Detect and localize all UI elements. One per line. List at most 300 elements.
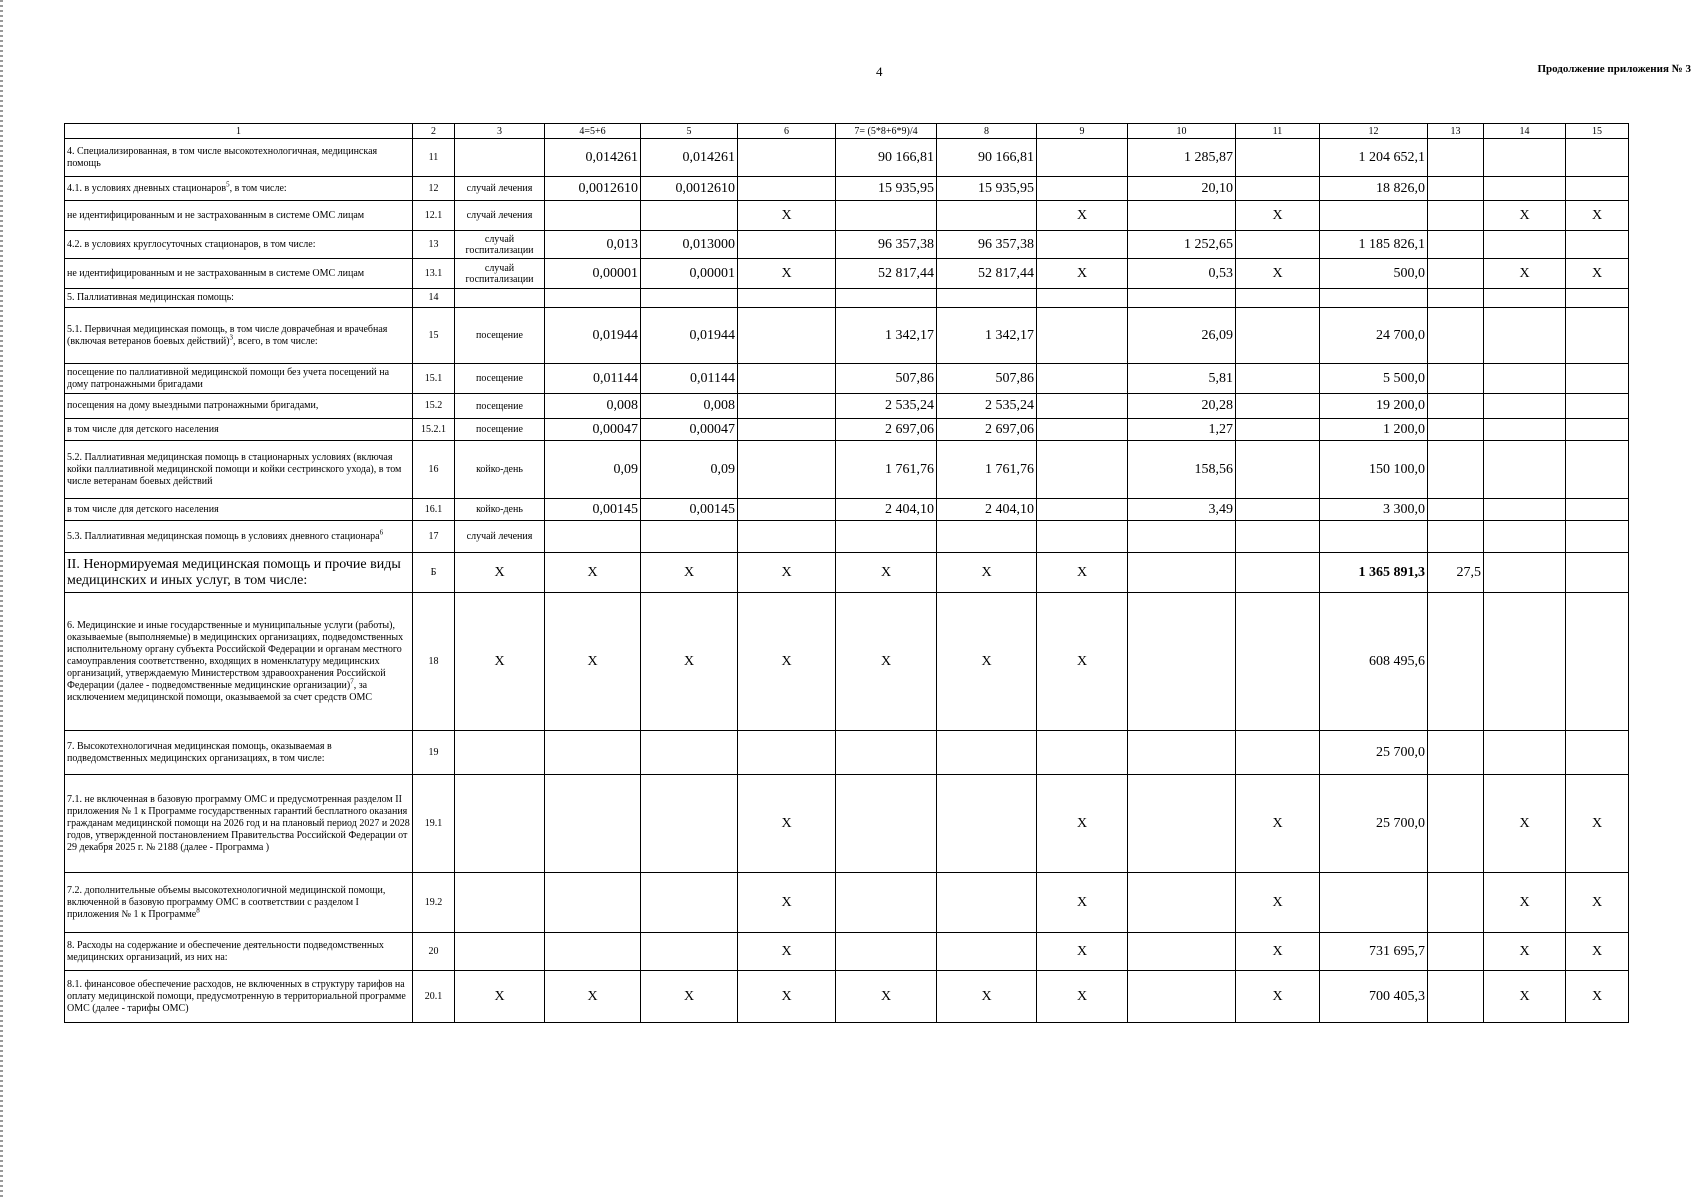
unit-cell: посещение — [455, 364, 545, 394]
value-cell-c9 — [1037, 441, 1128, 499]
table-row — [65, 553, 1629, 593]
row-code: 19.1 — [413, 775, 455, 873]
table-row — [65, 971, 1629, 1023]
value-cell-c13 — [1428, 731, 1484, 775]
value-cell-c10 — [1128, 971, 1236, 1023]
value-cell-c7: 96 357,38 — [836, 231, 937, 259]
value-cell-c9 — [1037, 499, 1128, 521]
value-cell-c9 — [1037, 394, 1128, 419]
value-cell-c7: 90 166,81 — [836, 139, 937, 177]
row-code: 17 — [413, 521, 455, 553]
value-cell-c12 — [1320, 289, 1428, 308]
value-cell-c13 — [1428, 289, 1484, 308]
value-cell-c13 — [1428, 593, 1484, 731]
value-cell-c12: 700 405,3 — [1320, 971, 1428, 1023]
value-cell-c15 — [1566, 139, 1629, 177]
table-row — [65, 441, 1629, 499]
value-cell-c15 — [1566, 394, 1629, 419]
row-code: 11 — [413, 139, 455, 177]
value-cell-c12: 150 100,0 — [1320, 441, 1428, 499]
value-cell-c5: 0,00001 — [641, 259, 738, 289]
row-description: в том числе для детского населения — [65, 499, 413, 521]
value-cell-c9: X — [1037, 775, 1128, 873]
row-description: 7. Высокотехнологичная медицинская помощь, оказываемая в подведомственных медицинских организациях, в том числе: — [65, 731, 413, 775]
unit-cell — [455, 731, 545, 775]
value-cell-c11: X — [1236, 971, 1320, 1023]
value-cell-c7: X — [836, 971, 937, 1023]
row-description: II. Ненормируемая медицинская помощь и прочие виды медицинских и иных услуг, в том числе: — [65, 553, 413, 593]
value-cell-c9: X — [1037, 259, 1128, 289]
value-cell-c13 — [1428, 971, 1484, 1023]
value-cell-c10: 5,81 — [1128, 364, 1236, 394]
value-cell-c5 — [641, 201, 738, 231]
value-cell-c11 — [1236, 394, 1320, 419]
unit-cell — [455, 775, 545, 873]
value-cell-c11: X — [1236, 201, 1320, 231]
row-code: 16.1 — [413, 499, 455, 521]
value-cell-c15: X — [1566, 775, 1629, 873]
value-cell-c15 — [1566, 231, 1629, 259]
value-cell-c11 — [1236, 419, 1320, 441]
value-cell-c10 — [1128, 593, 1236, 731]
row-description: 8. Расходы на содержание и обеспечение деятельности подведомственных медицинских организаций, из них на: — [65, 933, 413, 971]
table-row — [65, 499, 1629, 521]
value-cell-c4: 0,008 — [545, 394, 641, 419]
table-row — [65, 521, 1629, 553]
unit-cell — [455, 873, 545, 933]
value-cell-c14: X — [1484, 873, 1566, 933]
column-number: 13 — [1428, 124, 1484, 139]
value-cell-c11 — [1236, 139, 1320, 177]
value-cell-c12: 25 700,0 — [1320, 731, 1428, 775]
value-cell-c8: 96 357,38 — [937, 231, 1037, 259]
value-cell-c13 — [1428, 441, 1484, 499]
value-cell-c15 — [1566, 289, 1629, 308]
value-cell-c7 — [836, 933, 937, 971]
footnote-mark: 5 — [226, 180, 230, 189]
value-cell-c15 — [1566, 593, 1629, 731]
value-cell-c4: 0,00001 — [545, 259, 641, 289]
row-code: 15 — [413, 308, 455, 364]
row-description: 7.1. не включенная в базовую программу ОМС и предусмотренная разделом II приложения № 1 к Программе государственных гарантий бесплатного оказания гражданам медицинской помощи на 2026 год и на плановый период 2027 и 2028 годов, утвержденной постановлением Правительства Российской Федерации от 29 декабря 2025 г. № 2188 (далее - Программа ) — [65, 775, 413, 873]
column-number: 6 — [738, 124, 836, 139]
value-cell-c7: 15 935,95 — [836, 177, 937, 201]
row-code: 20.1 — [413, 971, 455, 1023]
value-cell-c6 — [738, 308, 836, 364]
value-cell-c10: 0,53 — [1128, 259, 1236, 289]
value-cell-c4 — [545, 731, 641, 775]
value-cell-c11 — [1236, 308, 1320, 364]
value-cell-c10 — [1128, 775, 1236, 873]
row-description: 5.1. Первичная медицинская помощь, в том числе доврачебная и врачебная (включая ветеранов боевых действий)$^3$, всего, в том числе: — [65, 308, 413, 364]
value-cell-c5: 0,01144 — [641, 364, 738, 394]
value-cell-c8: X — [937, 971, 1037, 1023]
value-cell-c9: X — [1037, 201, 1128, 231]
column-number: 11 — [1236, 124, 1320, 139]
table-row — [65, 139, 1629, 177]
value-cell-c11 — [1236, 231, 1320, 259]
value-cell-c11 — [1236, 521, 1320, 553]
unit-cell: посещение — [455, 394, 545, 419]
table-row — [65, 775, 1629, 873]
value-cell-c12: 25 700,0 — [1320, 775, 1428, 873]
value-cell-c12: 1 185 826,1 — [1320, 231, 1428, 259]
value-cell-c9 — [1037, 177, 1128, 201]
row-description: 7.2. дополнительные объемы высокотехнологичной медицинской помощи, включенной в базовую программу ОМС в соответствии с разделом I приложения № 1 к Программе$^8$ — [65, 873, 413, 933]
value-cell-c13 — [1428, 394, 1484, 419]
value-cell-c15: X — [1566, 201, 1629, 231]
column-number: 3 — [455, 124, 545, 139]
value-cell-c14 — [1484, 394, 1566, 419]
table-row — [65, 731, 1629, 775]
value-cell-c13: 27,5 — [1428, 553, 1484, 593]
value-cell-c9: X — [1037, 971, 1128, 1023]
unit-cell: X — [455, 593, 545, 731]
value-cell-c13 — [1428, 231, 1484, 259]
value-cell-c14 — [1484, 521, 1566, 553]
value-cell-c10: 1 285,87 — [1128, 139, 1236, 177]
value-cell-c9 — [1037, 231, 1128, 259]
value-cell-c14 — [1484, 289, 1566, 308]
value-cell-c8: 52 817,44 — [937, 259, 1037, 289]
value-cell-c4 — [545, 201, 641, 231]
footnote-mark: 6 — [379, 528, 384, 537]
value-cell-c11 — [1236, 553, 1320, 593]
value-cell-c12: 18 826,0 — [1320, 177, 1428, 201]
row-description: посещения на дому выездными патронажными бригадами, — [65, 394, 413, 419]
value-cell-c5 — [641, 775, 738, 873]
value-cell-c5: 0,09 — [641, 441, 738, 499]
value-cell-c14 — [1484, 553, 1566, 593]
value-cell-c12: 5 500,0 — [1320, 364, 1428, 394]
table-row — [65, 933, 1629, 971]
value-cell-c7: X — [836, 553, 937, 593]
value-cell-c8: 15 935,95 — [937, 177, 1037, 201]
value-cell-c4 — [545, 775, 641, 873]
row-code: 20 — [413, 933, 455, 971]
value-cell-c13 — [1428, 933, 1484, 971]
value-cell-c13 — [1428, 201, 1484, 231]
value-cell-c14: X — [1484, 259, 1566, 289]
table-row — [65, 364, 1629, 394]
value-cell-c6 — [738, 289, 836, 308]
value-cell-c9 — [1037, 521, 1128, 553]
value-cell-c10: 20,28 — [1128, 394, 1236, 419]
value-cell-c5: X — [641, 593, 738, 731]
value-cell-c7 — [836, 521, 937, 553]
table-row — [65, 231, 1629, 259]
value-cell-c5 — [641, 289, 738, 308]
unit-cell: случай лечения — [455, 521, 545, 553]
unit-cell: койко-день — [455, 441, 545, 499]
value-cell-c12 — [1320, 521, 1428, 553]
value-cell-c7 — [836, 201, 937, 231]
value-cell-c5 — [641, 873, 738, 933]
value-cell-c9: X — [1037, 553, 1128, 593]
column-number: 12 — [1320, 124, 1428, 139]
value-cell-c14 — [1484, 499, 1566, 521]
table-row — [65, 873, 1629, 933]
value-cell-c4 — [545, 521, 641, 553]
data-table — [64, 123, 1629, 1023]
footnote-mark: 7 — [350, 677, 354, 686]
table-row — [65, 593, 1629, 731]
value-cell-c13 — [1428, 521, 1484, 553]
value-cell-c5 — [641, 731, 738, 775]
value-cell-c6: X — [738, 971, 836, 1023]
value-cell-c12: 608 495,6 — [1320, 593, 1428, 731]
row-code: 13.1 — [413, 259, 455, 289]
value-cell-c11 — [1236, 731, 1320, 775]
row-description: 4.1. в условиях дневных стационаров$^5$, в том числе: — [65, 177, 413, 201]
value-cell-c15: X — [1566, 933, 1629, 971]
footnote-mark: 8 — [196, 906, 200, 915]
value-cell-c4: X — [545, 553, 641, 593]
value-cell-c6 — [738, 394, 836, 419]
unit-cell — [455, 139, 545, 177]
column-number: 9 — [1037, 124, 1128, 139]
value-cell-c8: 90 166,81 — [937, 139, 1037, 177]
value-cell-c7: X — [836, 593, 937, 731]
value-cell-c4 — [545, 289, 641, 308]
value-cell-c13 — [1428, 419, 1484, 441]
value-cell-c6 — [738, 231, 836, 259]
value-cell-c8: X — [937, 553, 1037, 593]
value-cell-c7 — [836, 873, 937, 933]
unit-cell: случай госпитализации — [455, 259, 545, 289]
table-row — [65, 201, 1629, 231]
unit-cell: посещение — [455, 308, 545, 364]
value-cell-c11 — [1236, 364, 1320, 394]
value-cell-c12: 1 200,0 — [1320, 419, 1428, 441]
value-cell-c11: X — [1236, 873, 1320, 933]
column-number: 8 — [937, 124, 1037, 139]
table-row — [65, 177, 1629, 201]
row-description: 5. Паллиативная медицинская помощь: — [65, 289, 413, 308]
column-number: 14 — [1484, 124, 1566, 139]
value-cell-c15: X — [1566, 259, 1629, 289]
value-cell-c15: X — [1566, 873, 1629, 933]
value-cell-c15 — [1566, 419, 1629, 441]
value-cell-c7: 52 817,44 — [836, 259, 937, 289]
column-number: 2 — [413, 124, 455, 139]
value-cell-c10 — [1128, 521, 1236, 553]
value-cell-c14: X — [1484, 775, 1566, 873]
value-cell-c7: 2 404,10 — [836, 499, 937, 521]
footnote-mark: 3 — [229, 333, 234, 342]
value-cell-c10: 26,09 — [1128, 308, 1236, 364]
value-cell-c4: X — [545, 971, 641, 1023]
value-cell-c4: X — [545, 593, 641, 731]
value-cell-c7: 507,86 — [836, 364, 937, 394]
value-cell-c5: 0,013000 — [641, 231, 738, 259]
value-cell-c10: 1,27 — [1128, 419, 1236, 441]
table-row — [65, 308, 1629, 364]
value-cell-c13 — [1428, 499, 1484, 521]
value-cell-c12: 1 365 891,3 — [1320, 553, 1428, 593]
row-code: 19.2 — [413, 873, 455, 933]
value-cell-c8 — [937, 201, 1037, 231]
value-cell-c6: X — [738, 201, 836, 231]
value-cell-c7: 2 697,06 — [836, 419, 937, 441]
value-cell-c8: 2 535,24 — [937, 394, 1037, 419]
value-cell-c9: X — [1037, 933, 1128, 971]
value-cell-c10 — [1128, 201, 1236, 231]
row-description: 4. Специализированная, в том числе высокотехнологичная, медицинская помощь — [65, 139, 413, 177]
value-cell-c4 — [545, 873, 641, 933]
value-cell-c15 — [1566, 521, 1629, 553]
value-cell-c10 — [1128, 731, 1236, 775]
value-cell-c10 — [1128, 289, 1236, 308]
value-cell-c11 — [1236, 289, 1320, 308]
value-cell-c13 — [1428, 177, 1484, 201]
row-description: 8.1. финансовое обеспечение расходов, не включенных в структуру тарифов на оплату медицинской помощи, предусмотренную в территориальной программе ОМС (далее - тарифы ОМС) — [65, 971, 413, 1023]
value-cell-c6: X — [738, 593, 836, 731]
value-cell-c15 — [1566, 553, 1629, 593]
value-cell-c12 — [1320, 201, 1428, 231]
row-code: 12 — [413, 177, 455, 201]
value-cell-c11 — [1236, 177, 1320, 201]
value-cell-c11: X — [1236, 775, 1320, 873]
value-cell-c7: 2 535,24 — [836, 394, 937, 419]
page-number: 4 — [876, 64, 883, 79]
value-cell-c9: X — [1037, 593, 1128, 731]
value-cell-c12: 500,0 — [1320, 259, 1428, 289]
value-cell-c8 — [937, 731, 1037, 775]
row-code: 19 — [413, 731, 455, 775]
value-cell-c4: 0,01144 — [545, 364, 641, 394]
row-description: не идентифицированным и не застрахованным в системе ОМС лицам — [65, 201, 413, 231]
value-cell-c8 — [937, 521, 1037, 553]
row-code: 16 — [413, 441, 455, 499]
value-cell-c11 — [1236, 499, 1320, 521]
value-cell-c7: 1 342,17 — [836, 308, 937, 364]
value-cell-c6 — [738, 441, 836, 499]
table-row — [65, 419, 1629, 441]
value-cell-c15 — [1566, 308, 1629, 364]
value-cell-c9 — [1037, 289, 1128, 308]
row-code: Б — [413, 553, 455, 593]
row-code: 15.1 — [413, 364, 455, 394]
value-cell-c4: 0,014261 — [545, 139, 641, 177]
value-cell-c10: 3,49 — [1128, 499, 1236, 521]
unit-cell — [455, 289, 545, 308]
value-cell-c14: X — [1484, 201, 1566, 231]
value-cell-c8: 2 404,10 — [937, 499, 1037, 521]
row-description: не идентифицированным и не застрахованным в системе ОМС лицам — [65, 259, 413, 289]
column-number-row — [65, 124, 1629, 139]
row-description: посещение по паллиативной медицинской помощи без учета посещений на дому патронажными бригадами — [65, 364, 413, 394]
value-cell-c4: 0,00047 — [545, 419, 641, 441]
row-description: 5.3. Паллиативная медицинская помощь в условиях дневного стационара$^6$ — [65, 521, 413, 553]
value-cell-c5: 0,014261 — [641, 139, 738, 177]
value-cell-c4: 0,01944 — [545, 308, 641, 364]
value-cell-c14 — [1484, 364, 1566, 394]
value-cell-c7: 1 761,76 — [836, 441, 937, 499]
value-cell-c14 — [1484, 139, 1566, 177]
row-code: 13 — [413, 231, 455, 259]
value-cell-c5: 0,008 — [641, 394, 738, 419]
value-cell-c12: 731 695,7 — [1320, 933, 1428, 971]
unit-cell: случай лечения — [455, 201, 545, 231]
value-cell-c9 — [1037, 731, 1128, 775]
value-cell-c12: 19 200,0 — [1320, 394, 1428, 419]
table-row — [65, 394, 1629, 419]
value-cell-c12: 1 204 652,1 — [1320, 139, 1428, 177]
value-cell-c15: X — [1566, 971, 1629, 1023]
value-cell-c7 — [836, 775, 937, 873]
value-cell-c8: X — [937, 593, 1037, 731]
table-row — [65, 289, 1629, 308]
value-cell-c11 — [1236, 441, 1320, 499]
value-cell-c6: X — [738, 873, 836, 933]
value-cell-c5: X — [641, 971, 738, 1023]
value-cell-c6 — [738, 731, 836, 775]
value-cell-c9 — [1037, 308, 1128, 364]
value-cell-c4: 0,0012610 — [545, 177, 641, 201]
value-cell-c9 — [1037, 139, 1128, 177]
row-code: 12.1 — [413, 201, 455, 231]
unit-cell: койко-день — [455, 499, 545, 521]
continuation-label: Продолжение приложения № 3 — [1537, 63, 1691, 75]
value-cell-c4 — [545, 933, 641, 971]
row-description: в том числе для детского населения — [65, 419, 413, 441]
value-cell-c13 — [1428, 364, 1484, 394]
value-cell-c7 — [836, 289, 937, 308]
unit-cell: случай лечения — [455, 177, 545, 201]
value-cell-c8: 507,86 — [937, 364, 1037, 394]
value-cell-c6: X — [738, 553, 836, 593]
value-cell-c8 — [937, 873, 1037, 933]
value-cell-c15 — [1566, 731, 1629, 775]
column-number: 10 — [1128, 124, 1236, 139]
value-cell-c14 — [1484, 419, 1566, 441]
value-cell-c11 — [1236, 593, 1320, 731]
value-cell-c6 — [738, 521, 836, 553]
column-number: 7= (5*8+6*9)/4 — [836, 124, 937, 139]
value-cell-c10 — [1128, 873, 1236, 933]
value-cell-c10: 158,56 — [1128, 441, 1236, 499]
value-cell-c7 — [836, 731, 937, 775]
value-cell-c8 — [937, 933, 1037, 971]
value-cell-c5: 0,00047 — [641, 419, 738, 441]
value-cell-c8: 1 342,17 — [937, 308, 1037, 364]
value-cell-c10 — [1128, 933, 1236, 971]
value-cell-c8 — [937, 775, 1037, 873]
value-cell-c15 — [1566, 364, 1629, 394]
value-cell-c6: X — [738, 933, 836, 971]
value-cell-c14 — [1484, 177, 1566, 201]
row-description: 6. Медицинские и иные государственные и муниципальные услуги (работы), оказываемые (выполняемые) в медицинских организациях, подведомственных исполнительному органу субъекта Российской Федерации и органам местного самоуправления соответственно, входящих в номенклатуру медицинских организаций, утверждаемую Министерством здравоохранения Российской Федерации (далее - подведомственные медицинские организации)$^7$, за исключением медицинской помощи, оказываемой за счет средств ОМС — [65, 593, 413, 731]
value-cell-c11: X — [1236, 259, 1320, 289]
table-row — [65, 259, 1629, 289]
unit-cell: посещение — [455, 419, 545, 441]
scan-left-edge — [0, 0, 3, 1200]
column-number: 5 — [641, 124, 738, 139]
value-cell-c6: X — [738, 259, 836, 289]
value-cell-c15 — [1566, 441, 1629, 499]
value-cell-c10: 20,10 — [1128, 177, 1236, 201]
value-cell-c15 — [1566, 177, 1629, 201]
row-code: 15.2.1 — [413, 419, 455, 441]
unit-cell: X — [455, 553, 545, 593]
unit-cell: случай госпитализации — [455, 231, 545, 259]
value-cell-c13 — [1428, 775, 1484, 873]
row-code: 15.2 — [413, 394, 455, 419]
value-cell-c14: X — [1484, 933, 1566, 971]
value-cell-c5: 0,0012610 — [641, 177, 738, 201]
value-cell-c5: 0,00145 — [641, 499, 738, 521]
